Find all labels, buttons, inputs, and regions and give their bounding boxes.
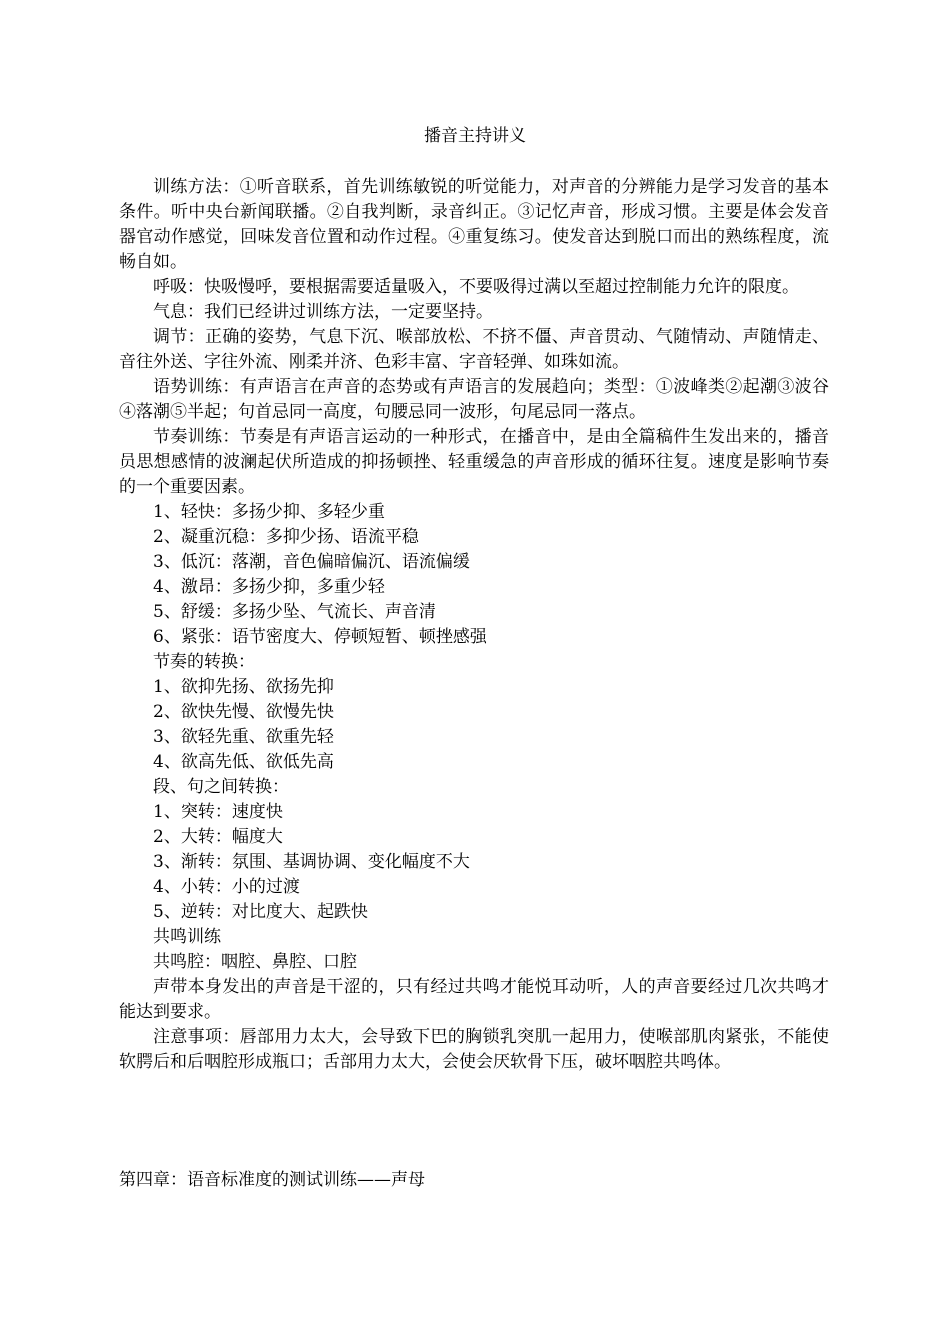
paragraph-notes: 注意事项：唇部用力太大，会导致下巴的胸锁乳突肌一起用力，使喉部肌肉紧张，不能使软腭后和后咽腔形成瓶口；舌部用力太大，会使会厌软骨下压，破坏咽腔共鸣体。 — [119, 1027, 829, 1072]
paragraph-training-method: 训练方法：①听音联系，首先训练敏锐的听觉能力，对声音的分辨能力是学习发音的基本条件。听中央台新闻联播。②自我判断，录音纠正。③记忆声音，形成习惯。主要是体会发音器官动作感觉，回味发音位置和动作过程。④重复练习。使发音达到脱口而出的熟练程度，流畅自如。 — [119, 177, 829, 272]
list-item: 4、小转：小的过渡 — [153, 877, 300, 897]
list-item: 4、激昂：多扬少抑，多重少轻 — [153, 577, 385, 597]
document-title: 播音主持讲义 — [424, 126, 526, 146]
list-item: 5、逆转：对比度大、起跌快 — [153, 902, 368, 922]
section-heading-resonance-training: 共鸣训练 — [153, 927, 221, 947]
paragraph-vocal-cords: 声带本身发出的声音是干涩的，只有经过共鸣才能悦耳动听，人的声音要经过几次共鸣才能达到要求。 — [119, 977, 829, 1022]
paragraph-resonance-cavity: 共鸣腔：咽腔、鼻腔、口腔 — [153, 952, 357, 972]
section-heading-paragraph-conversion: 段、句之间转换： — [153, 777, 289, 797]
list-item: 1、突转：速度快 — [153, 802, 283, 822]
list-item: 1、轻快：多扬少抑、多轻少重 — [153, 502, 385, 522]
list-item: 2、凝重沉稳：多抑少扬、语流平稳 — [153, 527, 419, 547]
paragraph-rhythm-training: 节奏训练：节奏是有声语言运动的一种形式，在播音中，是由全篇稿件生发出来的，播音员思想感情的波澜起伏所造成的抑扬顿挫、轻重缓急的声音形成的循环往复。速度是影响节奏的一个重要因素。 — [119, 427, 829, 497]
chapter-heading: 第四章：语音标准度的测试训练——声母 — [119, 1170, 425, 1190]
paragraph-breath: 气息：我们已经讲过训练方法，一定要坚持。 — [153, 302, 493, 322]
list-item: 3、渐转：氛围、基调协调、变化幅度不大 — [153, 852, 470, 872]
paragraph-breathing: 呼吸：快吸慢呼，要根据需要适量吸入，不要吸得过满以至超过控制能力允许的限度。 — [153, 277, 799, 297]
list-item: 5、舒缓：多扬少坠、气流长、声音清 — [153, 602, 436, 622]
document-body — [119, 175, 829, 1075]
section-heading-rhythm-conversion: 节奏的转换： — [153, 652, 255, 672]
list-item: 4、欲高先低、欲低先高 — [153, 752, 334, 772]
list-item: 2、欲快先慢、欲慢先快 — [153, 702, 334, 722]
list-item: 6、紧张：语节密度大、停顿短暂、顿挫感强 — [153, 627, 487, 647]
list-item: 3、低沉：落潮，音色偏暗偏沉、语流偏缓 — [153, 552, 470, 572]
paragraph-adjustment: 调节：正确的姿势，气息下沉、喉部放松、不挤不僵、声音贯动、气随情动、声随情走、音往外送、字往外流、刚柔并济、色彩丰富、字音轻弹、如珠如流。 — [119, 327, 829, 372]
list-item: 1、欲抑先扬、欲扬先抑 — [153, 677, 334, 697]
list-item: 2、大转：幅度大 — [153, 827, 283, 847]
paragraph-intonation-training: 语势训练：有声语言在声音的态势或有声语言的发展趋向；类型：①波峰类②起潮③波谷④落潮⑤半起；句首忌同一高度，句腰忌同一波形，句尾忌同一落点。 — [119, 377, 829, 422]
list-item: 3、欲轻先重、欲重先轻 — [153, 727, 334, 747]
